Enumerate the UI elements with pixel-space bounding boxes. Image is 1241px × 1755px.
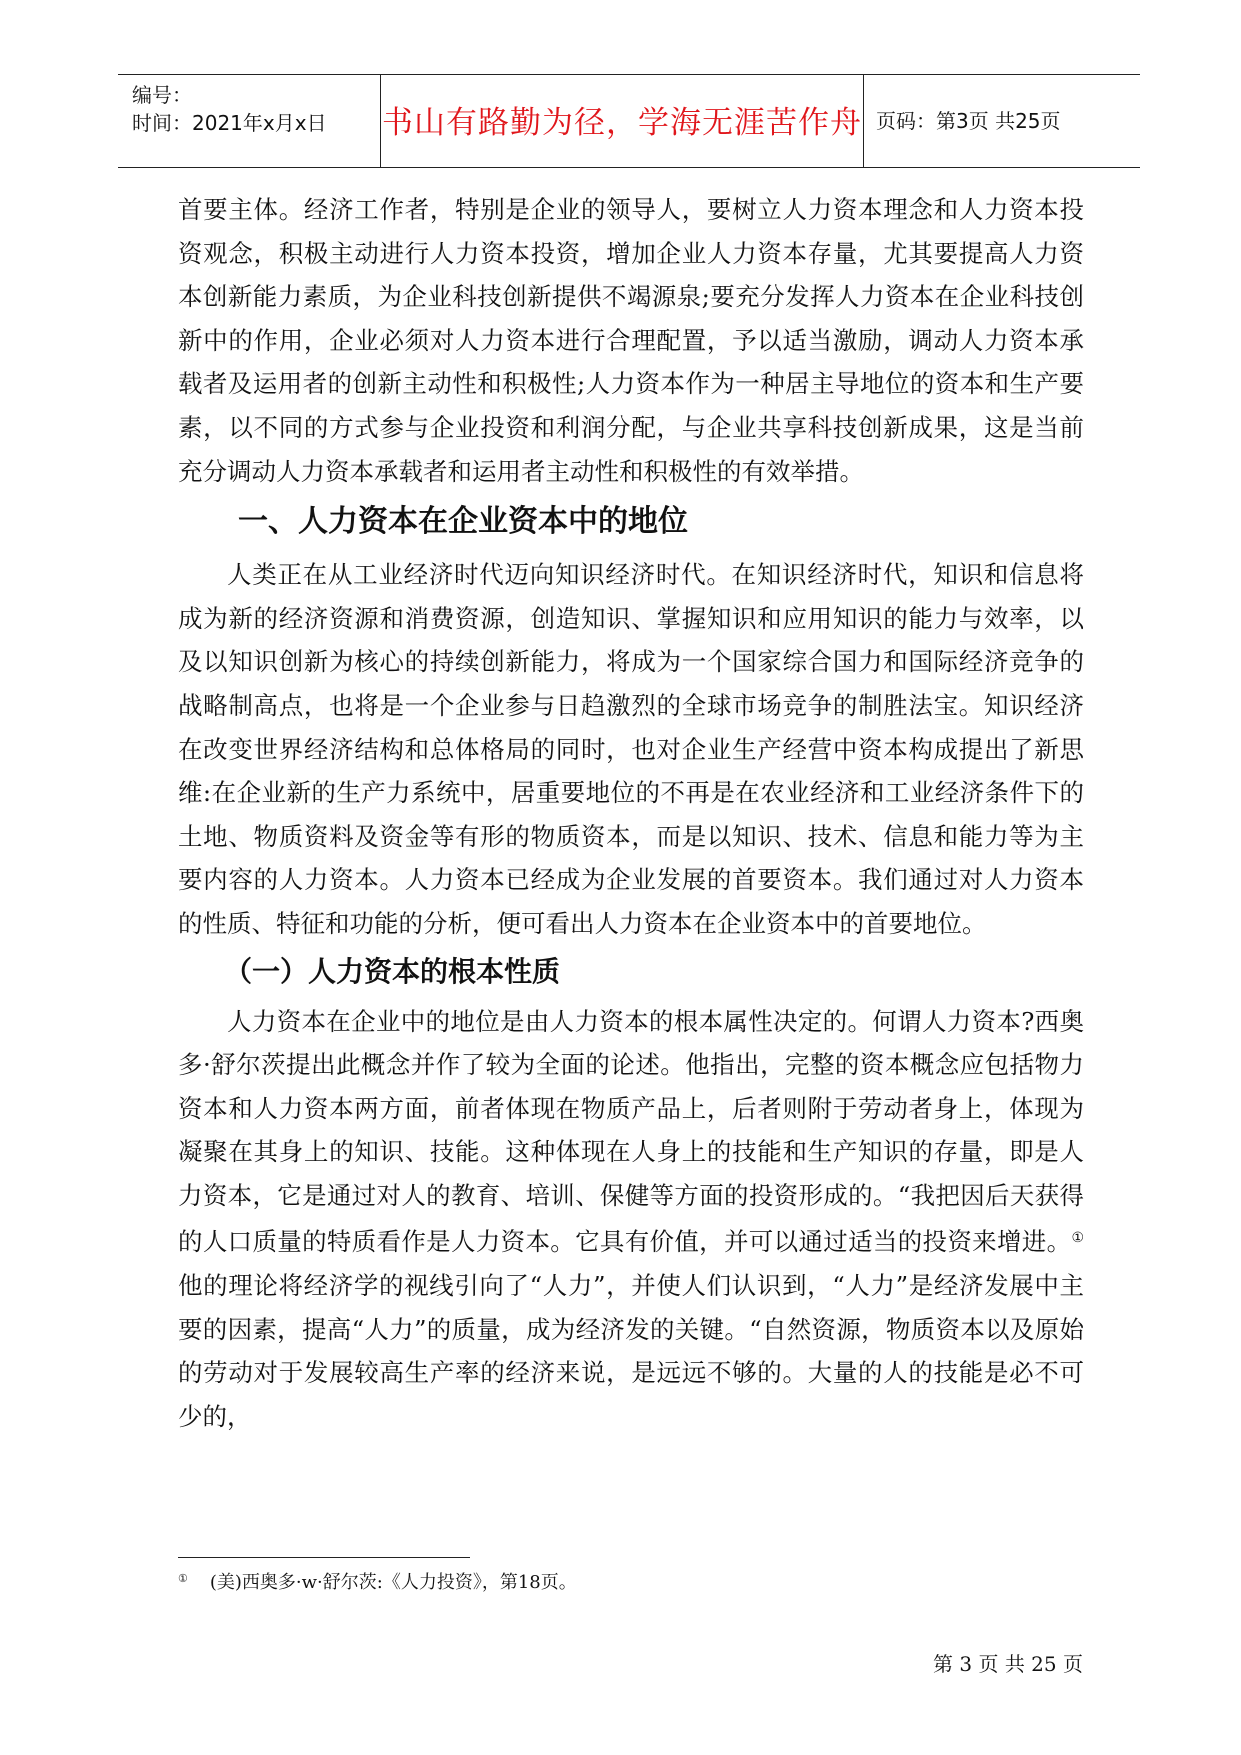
document-number-label: 编号：: [132, 83, 192, 107]
document-time-label: 时间：2021年x月x日: [132, 111, 327, 135]
header-page-label: 页码：第3页 共25页: [876, 109, 1061, 133]
footnote-divider: [178, 1557, 470, 1558]
header-motto: 书山有路勤为径，学海无涯苦作舟: [382, 105, 862, 141]
document-body: [178, 188, 1084, 1438]
footnote-mark: ①: [178, 1572, 188, 1585]
header-info-cell: [118, 75, 380, 167]
footnote-text: (美)西奥多·w·舒尔茨:《人力投资》，第18页。: [209, 1572, 577, 1593]
subsection-heading: （一）人力资本的根本性质: [224, 954, 561, 988]
paragraph-text: 人力资本在企业中的地位是由人力资本的根本属性决定的。何谓人力资本?西奥多·舒尔茨提出此概念并作了较为全面的论述。他指出，完整的资本概念应包括物力资本和人力资本两方面，前者体现在物质产品上，后者则附于劳动者身上，体现为凝聚在其身上的知识、技能。这种体现在人身上的技能和生产知识的存量，即是人力资本，它是通过对人的教育、培训、保健等方面的投资形成的。“我把因后天获得的人口质量的特质看作是人力资本。它具有价值，并可以通过适当的投资来增进。: [178, 1006, 1084, 1257]
header-page-cell: [864, 75, 1140, 167]
section-heading: 一、人力资本在企业资本中的地位: [238, 504, 688, 540]
header-motto-cell: [380, 75, 864, 167]
page-footer: 第 3 页 共 25 页: [933, 1652, 1083, 1676]
footnote-reference[interactable]: ①: [1071, 1230, 1084, 1247]
body-paragraph: 首要主体。经济工作者，特别是企业的领导人，要树立人力资本理念和人力资本投资观念，积极主动进行人力资本投资，增加企业人力资本存量，尤其要提高人力资本创新能力素质，为企业科技创新提供不竭源泉;要充分发挥人力资本在企业科技创新中的作用，企业必须对人力资本进行合理配置，予以适当激励，调动人力资本承载者及运用者的创新主动性和积极性;人力资本作为一种居主导地位的资本和生产要素，以不同的方式参与企业投资和利润分配，与企业共享科技创新成果，这是当前充分调动人力资本承载者和运用者主动性和积极性的有效举措。: [178, 195, 1084, 486]
document-header: [118, 74, 1140, 168]
body-paragraph: 人类正在从工业经济时代迈向知识经济时代。在知识经济时代，知识和信息将成为新的经济资源和消费资源，创造知识、掌握知识和应用知识的能力与效率，以及以知识创新为核心的持续创新能力，将成为一个国家综合国力和国际经济竞争的战略制高点，也将是一个企业参与日趋激烈的全球市场竞争的制胜法宝。知识经济在改变世界经济结构和总体格局的同时，也对企业生产经营中资本构成提出了新思维:在企业新的生产力系统中，居重要地位的不再是在农业经济和工业经济条件下的土地、物质资料及资金等有形的物质资本，而是以知识、技术、信息和能力等为主要内容的人力资本。人力资本已经成为企业发展的首要资本。我们通过对人力资本的性质、特征和功能的分析，便可看出人力资本在企业资本中的首要地位。: [178, 560, 1084, 938]
body-paragraph: [178, 1000, 1084, 1439]
paragraph-text: 他的理论将经济学的视线引向了“人力”，并使人们认识到，“人力”是经济发展中主要的因素，提高“人力”的质量，成为经济发的关键。“自然资源，物质资本以及原始的劳动对于发展较高生产率的经济来说，是远远不够的。大量的人的技能是必不可少的，: [178, 1271, 1084, 1431]
footnote: [178, 1568, 577, 1594]
